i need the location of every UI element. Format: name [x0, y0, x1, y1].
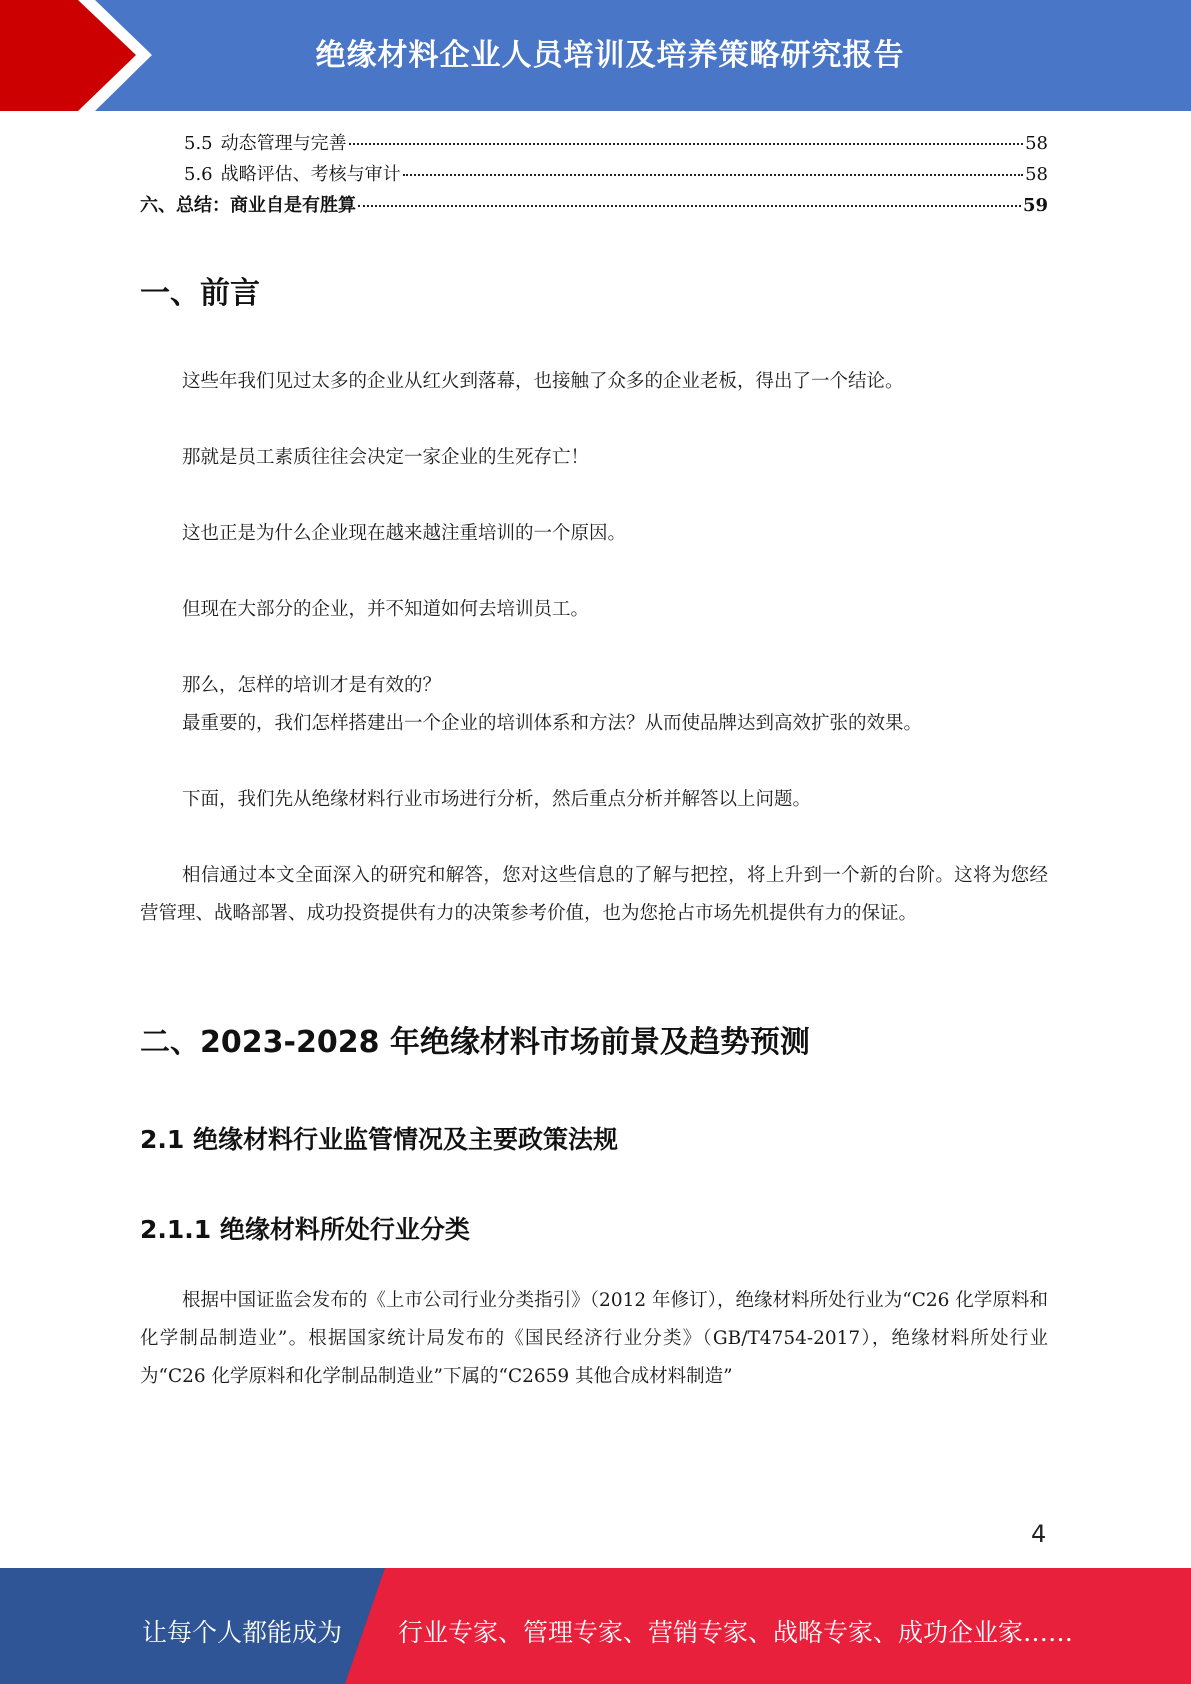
section-heading: 一、前言: [140, 276, 260, 311]
toc-entry-text: 动态管理与完善: [220, 133, 347, 154]
toc-entry-page: 59: [1022, 195, 1048, 216]
page-header: [0, 0, 1191, 111]
footer-slogan-left: 让每个人都能成为: [142, 1618, 343, 1647]
body-paragraph: 那么，怎样的培训才是有效的？: [182, 675, 442, 696]
toc-entry-text: 六、总结：商业自是有胜算: [140, 195, 356, 216]
toc-leader-dots: [358, 205, 1021, 207]
body-paragraph: 相信通过本文全面深入的研究和解答，您对这些信息的了解与把控，将上升到一个新的台阶。这将为您经营管理、战略部署、成功投资提供有力的决策参考价值，也为您抢占市场先机提供有力的保证。: [140, 865, 1048, 924]
page-footer: [0, 1568, 1191, 1684]
section-heading: 二、2023-2028 年绝缘材料市场前景及趋势预测: [140, 1025, 810, 1060]
toc-leader-dots: [403, 174, 1023, 176]
toc-entry-number: 5.5: [184, 133, 213, 154]
page-number: 4: [1031, 1520, 1047, 1548]
toc-leader-dots: [349, 143, 1023, 145]
toc-entry[interactable]: [140, 191, 1048, 219]
header-title: 绝缘材料企业人员培训及培养策略研究报告: [315, 38, 905, 73]
toc-entry-text: 战略评估、考核与审计: [220, 164, 401, 185]
footer-slogan-right: 行业专家、管理专家、营销专家、战略专家、成功企业家……: [398, 1618, 1074, 1647]
toc-entry-page: 58: [1025, 164, 1048, 185]
body-paragraph: 这些年我们见过太多的企业从红火到落幕，也接触了众多的企业老板，得出了一个结论。: [182, 371, 904, 392]
toc-entry-number: 5.6: [184, 164, 213, 185]
body-paragraph: 那就是员工素质往往会决定一家企业的生死存亡！: [182, 447, 590, 468]
body-paragraph: 最重要的，我们怎样搭建出一个企业的培训体系和方法？从而使品牌达到高效扩张的效果。: [182, 713, 923, 734]
body-paragraph: 这也正是为什么企业现在越来越注重培训的一个原因。: [182, 523, 627, 544]
body-paragraph: 但现在大部分的企业，并不知道如何去培训员工。: [182, 599, 590, 620]
toc-entry[interactable]: [140, 160, 1048, 188]
body-paragraph: 根据中国证监会发布的《上市公司行业分类指引》（2012 年修订），绝缘材料所处行业为“C26 化学原料和化学制品制造业”。根据国家统计局发布的《国民经济行业分类》（GB/T4754-2017），绝缘材料所处行业为“C26 化学原料和化学制品制造业”下属的“C2659 其他合成材料制造”: [140, 1290, 1048, 1387]
subsubsection-heading: 2.1.1 绝缘材料所处行业分类: [140, 1215, 470, 1244]
toc-entry[interactable]: [140, 129, 1048, 157]
body-paragraph: 下面，我们先从绝缘材料行业市场进行分析，然后重点分析并解答以上问题。: [182, 789, 812, 810]
subsection-heading: 2.1 绝缘材料行业监管情况及主要政策法规: [140, 1125, 618, 1154]
toc-entry-page: 58: [1025, 133, 1048, 154]
